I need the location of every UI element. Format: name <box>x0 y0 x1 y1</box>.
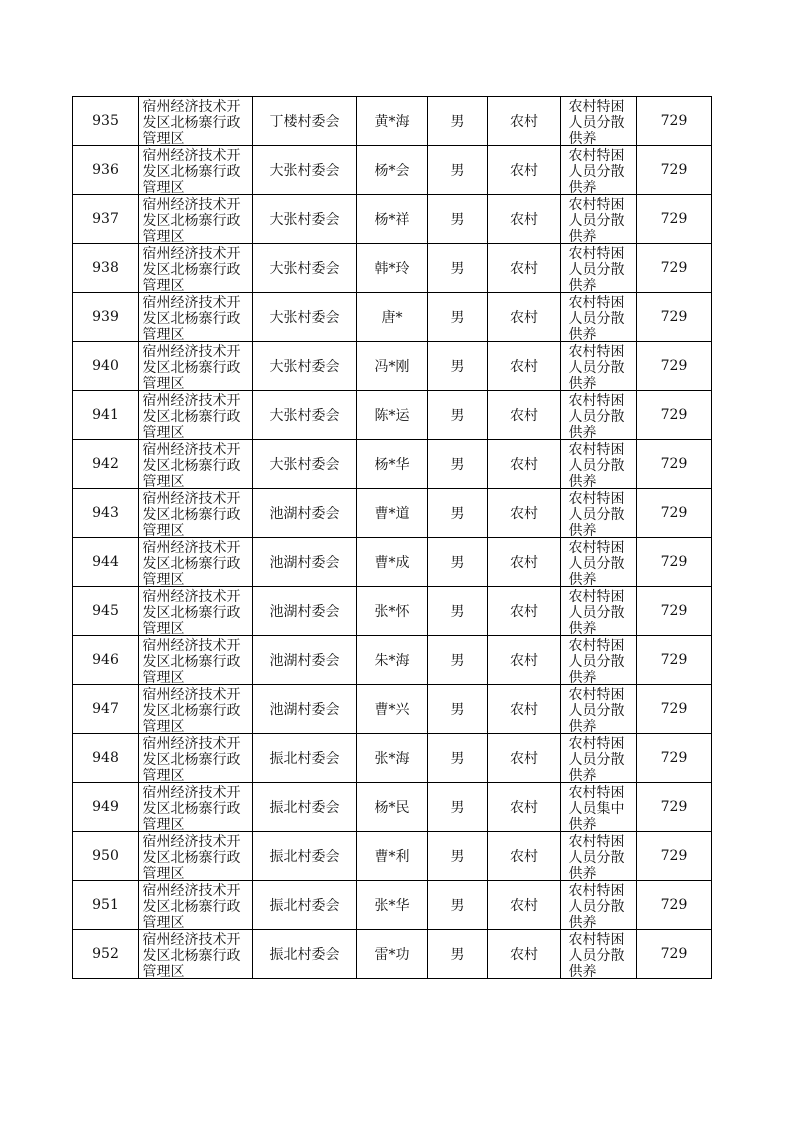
cell-village: 池湖村委会 <box>253 538 357 587</box>
cell-name: 曹*道 <box>357 489 428 538</box>
cell-village: 丁楼村委会 <box>253 97 357 146</box>
cell-district: 宿州经济技术开发区北杨寨行政管理区 <box>139 587 253 636</box>
cell-district: 宿州经济技术开发区北杨寨行政管理区 <box>139 930 253 979</box>
table-row <box>73 538 712 587</box>
cell-serial-number: 938 <box>73 244 139 293</box>
table-row <box>73 783 712 832</box>
cell-support-category: 农村特困人员分散供养 <box>561 146 637 195</box>
cell-gender: 男 <box>428 489 488 538</box>
cell-serial-number: 948 <box>73 734 139 783</box>
cell-household-type: 农村 <box>488 342 561 391</box>
cell-household-type: 农村 <box>488 636 561 685</box>
cell-district: 宿州经济技术开发区北杨寨行政管理区 <box>139 685 253 734</box>
cell-district: 宿州经济技术开发区北杨寨行政管理区 <box>139 832 253 881</box>
cell-serial-number: 949 <box>73 783 139 832</box>
cell-amount: 729 <box>637 881 712 930</box>
cell-household-type: 农村 <box>488 440 561 489</box>
table-row <box>73 587 712 636</box>
cell-serial-number: 947 <box>73 685 139 734</box>
cell-district: 宿州经济技术开发区北杨寨行政管理区 <box>139 97 253 146</box>
cell-serial-number: 939 <box>73 293 139 342</box>
cell-district: 宿州经济技术开发区北杨寨行政管理区 <box>139 636 253 685</box>
recipient-table <box>72 96 712 979</box>
cell-village: 振北村委会 <box>253 783 357 832</box>
cell-gender: 男 <box>428 881 488 930</box>
table-row <box>73 146 712 195</box>
cell-serial-number: 940 <box>73 342 139 391</box>
cell-support-category: 农村特困人员分散供养 <box>561 832 637 881</box>
cell-gender: 男 <box>428 195 488 244</box>
cell-household-type: 农村 <box>488 930 561 979</box>
cell-household-type: 农村 <box>488 783 561 832</box>
cell-serial-number: 942 <box>73 440 139 489</box>
cell-village: 振北村委会 <box>253 930 357 979</box>
cell-support-category: 农村特困人员分散供养 <box>561 489 637 538</box>
cell-amount: 729 <box>637 293 712 342</box>
cell-household-type: 农村 <box>488 195 561 244</box>
table-body <box>73 97 712 979</box>
cell-household-type: 农村 <box>488 832 561 881</box>
cell-support-category: 农村特困人员分散供养 <box>561 195 637 244</box>
cell-support-category: 农村特困人员分散供养 <box>561 244 637 293</box>
cell-household-type: 农村 <box>488 489 561 538</box>
cell-household-type: 农村 <box>488 734 561 783</box>
cell-support-category: 农村特困人员分散供养 <box>561 440 637 489</box>
cell-gender: 男 <box>428 97 488 146</box>
cell-district: 宿州经济技术开发区北杨寨行政管理区 <box>139 146 253 195</box>
cell-name: 韩*玲 <box>357 244 428 293</box>
cell-gender: 男 <box>428 440 488 489</box>
cell-amount: 729 <box>637 636 712 685</box>
cell-name: 陈*运 <box>357 391 428 440</box>
cell-village: 振北村委会 <box>253 734 357 783</box>
cell-village: 大张村委会 <box>253 146 357 195</box>
cell-household-type: 农村 <box>488 293 561 342</box>
table-row <box>73 881 712 930</box>
cell-household-type: 农村 <box>488 538 561 587</box>
cell-gender: 男 <box>428 538 488 587</box>
table-row <box>73 636 712 685</box>
table-row <box>73 342 712 391</box>
cell-village: 池湖村委会 <box>253 636 357 685</box>
cell-amount: 729 <box>637 440 712 489</box>
cell-amount: 729 <box>637 832 712 881</box>
cell-village: 大张村委会 <box>253 293 357 342</box>
cell-support-category: 农村特困人员集中供养 <box>561 783 637 832</box>
cell-district: 宿州经济技术开发区北杨寨行政管理区 <box>139 881 253 930</box>
cell-gender: 男 <box>428 293 488 342</box>
cell-name: 唐* <box>357 293 428 342</box>
cell-support-category: 农村特困人员分散供养 <box>561 685 637 734</box>
cell-village: 振北村委会 <box>253 832 357 881</box>
cell-amount: 729 <box>637 342 712 391</box>
cell-village: 大张村委会 <box>253 195 357 244</box>
cell-serial-number: 941 <box>73 391 139 440</box>
cell-gender: 男 <box>428 342 488 391</box>
cell-amount: 729 <box>637 244 712 293</box>
cell-district: 宿州经济技术开发区北杨寨行政管理区 <box>139 538 253 587</box>
cell-village: 振北村委会 <box>253 881 357 930</box>
cell-support-category: 农村特困人员分散供养 <box>561 97 637 146</box>
cell-household-type: 农村 <box>488 391 561 440</box>
cell-household-type: 农村 <box>488 587 561 636</box>
cell-village: 池湖村委会 <box>253 489 357 538</box>
cell-serial-number: 945 <box>73 587 139 636</box>
cell-district: 宿州经济技术开发区北杨寨行政管理区 <box>139 391 253 440</box>
cell-household-type: 农村 <box>488 97 561 146</box>
cell-gender: 男 <box>428 930 488 979</box>
cell-name: 曹*利 <box>357 832 428 881</box>
cell-serial-number: 936 <box>73 146 139 195</box>
table-row <box>73 440 712 489</box>
cell-district: 宿州经济技术开发区北杨寨行政管理区 <box>139 489 253 538</box>
cell-district: 宿州经济技术开发区北杨寨行政管理区 <box>139 783 253 832</box>
cell-serial-number: 952 <box>73 930 139 979</box>
table-row <box>73 293 712 342</box>
table-row <box>73 391 712 440</box>
cell-amount: 729 <box>637 587 712 636</box>
cell-gender: 男 <box>428 391 488 440</box>
cell-name: 雷*功 <box>357 930 428 979</box>
table-row <box>73 195 712 244</box>
cell-district: 宿州经济技术开发区北杨寨行政管理区 <box>139 734 253 783</box>
cell-serial-number: 935 <box>73 97 139 146</box>
cell-serial-number: 950 <box>73 832 139 881</box>
cell-amount: 729 <box>637 489 712 538</box>
cell-household-type: 农村 <box>488 146 561 195</box>
cell-district: 宿州经济技术开发区北杨寨行政管理区 <box>139 195 253 244</box>
cell-district: 宿州经济技术开发区北杨寨行政管理区 <box>139 440 253 489</box>
cell-serial-number: 946 <box>73 636 139 685</box>
table-row <box>73 685 712 734</box>
cell-amount: 729 <box>637 146 712 195</box>
cell-support-category: 农村特困人员分散供养 <box>561 636 637 685</box>
cell-name: 曹*成 <box>357 538 428 587</box>
cell-name: 朱*海 <box>357 636 428 685</box>
cell-amount: 729 <box>637 97 712 146</box>
cell-name: 杨*民 <box>357 783 428 832</box>
table-row <box>73 97 712 146</box>
cell-name: 冯*刚 <box>357 342 428 391</box>
cell-serial-number: 937 <box>73 195 139 244</box>
cell-support-category: 农村特困人员分散供养 <box>561 587 637 636</box>
table-row <box>73 832 712 881</box>
cell-amount: 729 <box>637 783 712 832</box>
cell-household-type: 农村 <box>488 244 561 293</box>
cell-village: 大张村委会 <box>253 391 357 440</box>
cell-household-type: 农村 <box>488 881 561 930</box>
cell-support-category: 农村特困人员分散供养 <box>561 881 637 930</box>
cell-village: 池湖村委会 <box>253 685 357 734</box>
cell-support-category: 农村特困人员分散供养 <box>561 930 637 979</box>
cell-serial-number: 943 <box>73 489 139 538</box>
cell-amount: 729 <box>637 930 712 979</box>
cell-village: 池湖村委会 <box>253 587 357 636</box>
cell-amount: 729 <box>637 734 712 783</box>
cell-gender: 男 <box>428 146 488 195</box>
table-row <box>73 244 712 293</box>
cell-amount: 729 <box>637 538 712 587</box>
cell-support-category: 农村特困人员分散供养 <box>561 342 637 391</box>
table-row <box>73 489 712 538</box>
cell-gender: 男 <box>428 244 488 293</box>
cell-name: 张*海 <box>357 734 428 783</box>
cell-household-type: 农村 <box>488 685 561 734</box>
cell-gender: 男 <box>428 685 488 734</box>
cell-name: 杨*会 <box>357 146 428 195</box>
cell-village: 大张村委会 <box>253 244 357 293</box>
cell-gender: 男 <box>428 636 488 685</box>
cell-serial-number: 951 <box>73 881 139 930</box>
cell-district: 宿州经济技术开发区北杨寨行政管理区 <box>139 244 253 293</box>
cell-name: 曹*兴 <box>357 685 428 734</box>
cell-name: 黄*海 <box>357 97 428 146</box>
cell-name: 张*怀 <box>357 587 428 636</box>
cell-name: 张*华 <box>357 881 428 930</box>
cell-gender: 男 <box>428 734 488 783</box>
cell-amount: 729 <box>637 685 712 734</box>
cell-district: 宿州经济技术开发区北杨寨行政管理区 <box>139 342 253 391</box>
cell-amount: 729 <box>637 195 712 244</box>
cell-support-category: 农村特困人员分散供养 <box>561 293 637 342</box>
cell-support-category: 农村特困人员分散供养 <box>561 538 637 587</box>
cell-village: 大张村委会 <box>253 440 357 489</box>
cell-name: 杨*华 <box>357 440 428 489</box>
cell-support-category: 农村特困人员分散供养 <box>561 734 637 783</box>
cell-name: 杨*祥 <box>357 195 428 244</box>
cell-amount: 729 <box>637 391 712 440</box>
table-row <box>73 734 712 783</box>
cell-district: 宿州经济技术开发区北杨寨行政管理区 <box>139 293 253 342</box>
cell-gender: 男 <box>428 587 488 636</box>
cell-support-category: 农村特困人员分散供养 <box>561 391 637 440</box>
table-row <box>73 930 712 979</box>
cell-gender: 男 <box>428 783 488 832</box>
cell-serial-number: 944 <box>73 538 139 587</box>
cell-gender: 男 <box>428 832 488 881</box>
cell-village: 大张村委会 <box>253 342 357 391</box>
